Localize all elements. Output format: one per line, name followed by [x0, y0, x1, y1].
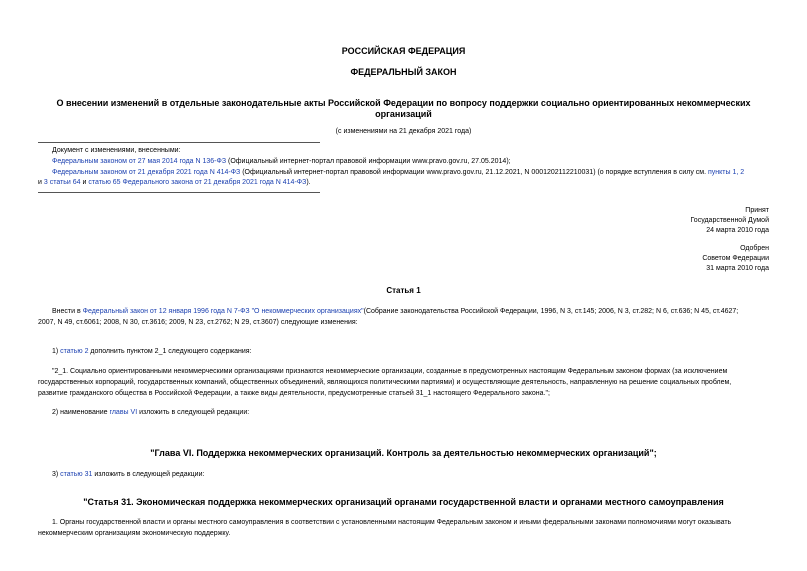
quote-line-1: "2_1. Социально ориентированными некоммерческими организациями признаются некоммерческие организации, созданные в предусмотренных настоящим Федеральным законом формах (за исключением	[52, 368, 728, 375]
approved-body: Советом Федерации	[702, 255, 769, 262]
item-3	[52, 470, 204, 479]
article-1-intro-line2: 2007, N 49, ст.6061; 2008, N 30, ст.3616; 2009, N 23, ст.2762; N 29, ст.3607) следующие изменения:	[38, 319, 358, 326]
item-2	[52, 408, 249, 417]
changes-line-1	[52, 157, 511, 166]
point-1-line-1: 1. Органы государственной власти и органы местного самоуправления в соответствии с установленными настоящим Федеральным законом и иными федеральными законами полномочиями могут оказывать	[52, 519, 732, 526]
article-31-link[interactable]: статью 31	[60, 471, 93, 478]
point-1-line-2: некоммерческим организациям экономическую поддержку.	[38, 530, 231, 537]
quote-line-3: развитие гражданского общества в Российской Федерации, а также виды деятельности, предусмотренные статьей 31_1 настоящего Федерального закона.";	[38, 390, 550, 397]
points-1-2-link[interactable]: пункты 1, 2	[708, 169, 745, 176]
item-3-pre: 3)	[52, 471, 61, 478]
item-3-rest: изложить в следующей редакции:	[92, 471, 205, 478]
law-414-fz-link[interactable]: Федеральным законом от 21 декабря 2021 года N 414-ФЗ	[52, 169, 241, 176]
changes-line-1-text: (Официальный интернет-портал правовой информации www.pravo.gov.ru, 27.05.2014);	[226, 158, 511, 165]
adopted-date: 24 марта 2010 года	[706, 227, 769, 234]
item-2-pre: 2) наименование	[52, 409, 110, 416]
document-title-line1: О внесении изменений в отдельные законодательные акты Российской Федерации по вопросу поддержки социально ориентированных некоммерческих	[56, 98, 751, 108]
intro-pre: Внести в	[52, 308, 83, 315]
intro-rest: (Собрание законодательства Российской Федерации, 1996, N 3, ст.145; 2006, N 3, ст.282; N 6, ст.636; N 45, ст.4627;	[363, 308, 739, 315]
law-type-heading: ФЕДЕРАЛЬНЫЙ ЗАКОН	[350, 67, 457, 77]
changes-bottom-divider	[38, 192, 320, 193]
changes-intro: Документ с изменениями, внесенными:	[52, 147, 181, 154]
approved-date: 31 марта 2010 года	[706, 265, 769, 272]
country-heading: РОССИЙСКАЯ ФЕДЕРАЦИЯ	[341, 46, 466, 56]
document-title-line2: организаций	[375, 109, 432, 119]
item-2-rest: изложить в следующей редакции:	[137, 409, 250, 416]
changes-line-2-text: (Официальный интернет-портал правовой информации www.pravo.gov.ru, 21.12.2021, N 0001202112210031) (о порядке вступления в силу см.	[240, 169, 708, 176]
law-7-fz-link[interactable]: Федеральный закон от 12 января 1996 года N 7-ФЗ "О некоммерческих организациях"	[82, 308, 364, 315]
article-65-link[interactable]: статью 65 Федерального закона от 21 декабря 2021 года N 414-ФЗ	[88, 179, 307, 186]
revision-note: (с изменениями на 21 декабря 2021 года)	[335, 128, 472, 135]
quote-line-2: государственных корпораций, государственных компаний, общественных объединений, являющихся политическими партиями) и осуществляющие деятельность, направленную на решение социальных проблем,	[38, 379, 732, 386]
changes-line-2	[52, 168, 744, 177]
item-1-rest: дополнить пунктом 2_1 следующего содержания:	[88, 348, 252, 355]
article-1-heading: Статья 1	[386, 286, 421, 295]
item-1-pre: 1)	[52, 348, 61, 355]
article-64-link[interactable]: 3 статьи 64	[43, 179, 81, 186]
law-136-fz-link[interactable]: Федеральным законом от 27 мая 2014 года N 136-ФЗ	[52, 158, 227, 165]
changes-line-3	[38, 178, 311, 187]
adopted-label: Принят	[745, 207, 769, 214]
changes-line-3-mid: и	[80, 179, 89, 186]
changes-line-3-pre: и	[38, 179, 44, 186]
approved-label: Одобрен	[740, 245, 769, 252]
article-2-link[interactable]: статью 2	[60, 348, 89, 355]
article-31-heading: "Статья 31. Экономическая поддержка некоммерческих организаций органами государственной власти и органами местного самоуправления	[83, 497, 724, 507]
item-1	[52, 347, 252, 356]
changes-line-3-end: ).	[306, 179, 311, 186]
changes-top-divider	[38, 142, 320, 143]
chapter-6-link[interactable]: главы VI	[109, 409, 138, 416]
adopted-body: Государственной Думой	[690, 217, 769, 224]
chapter-6-heading: "Глава VI. Поддержка некоммерческих организаций. Контроль за деятельностью некоммерческих организаций";	[150, 448, 657, 458]
article-1-intro	[52, 307, 738, 316]
